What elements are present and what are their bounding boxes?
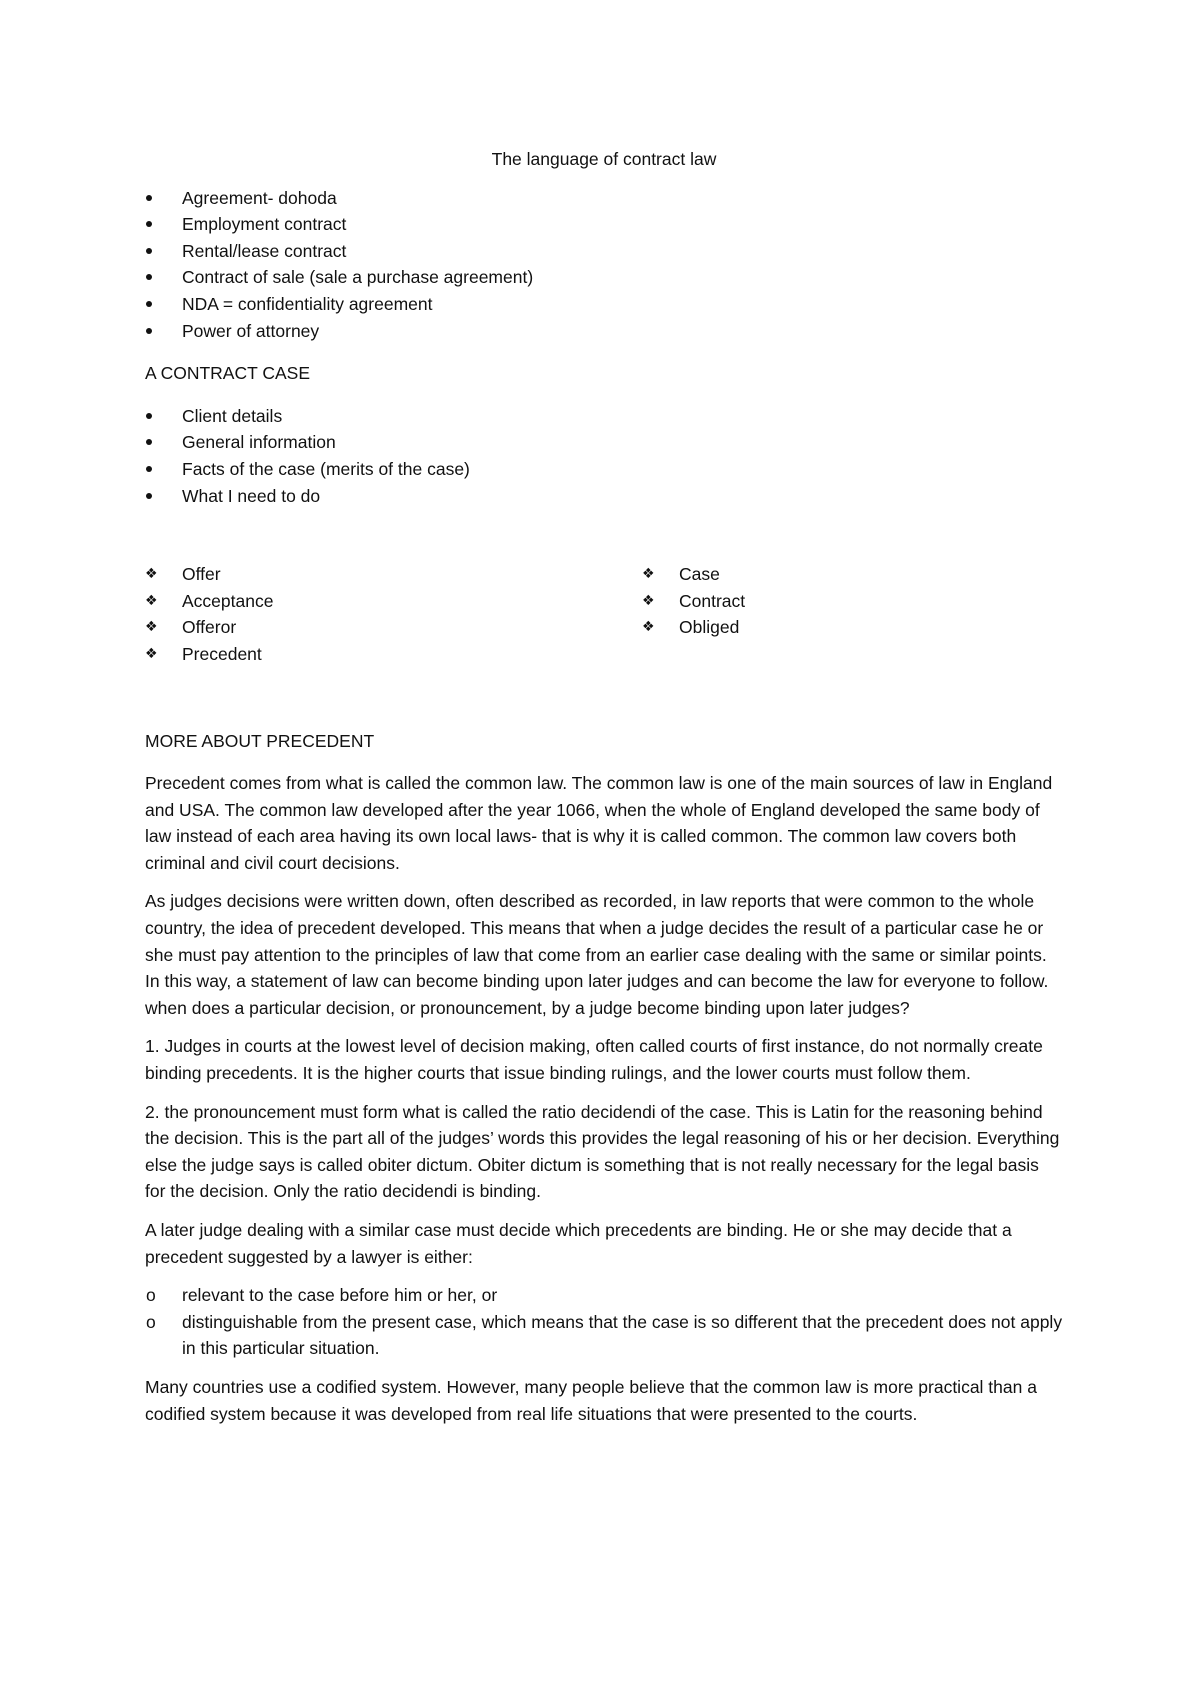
document-page <box>145 140 1063 1439</box>
paragraph: 2. the pronouncement must form what is called the ratio decidendi of the case. This is Latin for the reasoning behind the decision. This is the part all of the judges’ words this provides the legal reasoning of his or her decision. Everything else the judge says is called obiter dictum. Obiter dictum is something that is not really necessary for the legal basis for the decision. Only the ratio decidendi is binding. <box>145 1101 1060 1202</box>
section-heading-precedent: MORE ABOUT PRECEDENT <box>145 730 375 751</box>
list-item: ❖ Acceptance <box>145 588 642 615</box>
list-item: Contract of sale (sale a purchase agreement) <box>145 264 1063 291</box>
list-item: o relevant to the case before him or her, or <box>145 1282 1063 1309</box>
paragraph: Precedent comes from what is called the common law. The common law is one of the main sources of law in England and USA. The common law developed after the year 1066, when the whole of England developed the same body of law instead of each area having its own local laws- that is why it is called common. The common law covers both criminal and civil court decisions. <box>145 773 1053 873</box>
paragraph-final: Many countries use a codified system. However, many people believe that the common law is more practical than a codified system because it was developed from real life situations that were presented to the courts. <box>145 1376 1037 1424</box>
list-item: General information <box>145 429 1063 456</box>
list-item: Agreement- dohoda <box>145 185 1063 212</box>
list-item: ❖ Case <box>642 561 1063 588</box>
list-item: Facts of the case (merits of the case) <box>145 456 1063 483</box>
list-item: NDA = confidentiality agreement <box>145 291 1063 318</box>
list-item: ❖ Offeror <box>145 614 642 641</box>
paragraph: A later judge dealing with a similar case must decide which precedents are binding. He or she may decide that a precedent suggested by a lawyer is either: <box>145 1220 1012 1267</box>
contract-case-list <box>145 403 1063 509</box>
document-title: The language of contract law <box>491 149 717 169</box>
list-item: ❖ Precedent <box>145 641 642 668</box>
paragraph: 1. Judges in courts at the lowest level of decision making, often called courts of first instance, do not normally create binding precedents. It is the higher courts that issue binding rulings, and the lower courts must follow them. <box>145 1036 1043 1084</box>
contract-types-list <box>145 185 1063 345</box>
precedent-options-list <box>145 1282 1063 1362</box>
section-heading-contract-case: A CONTRACT CASE <box>145 363 310 384</box>
list-item: Power of attorney <box>145 318 1063 345</box>
list-item: Employment contract <box>145 211 1063 238</box>
list-item: o distinguishable from the present case, which means that the case is so different that the precedent does not apply in this particular situation. <box>145 1309 1063 1362</box>
terms-list-right <box>642 561 1063 667</box>
list-item: Client details <box>145 403 1063 430</box>
list-item: ❖ Contract <box>642 588 1063 615</box>
list-item: ❖ Obliged <box>642 614 1063 641</box>
list-item: ❖ Offer <box>145 561 642 588</box>
list-item: Rental/lease contract <box>145 238 1063 265</box>
terms-list-left <box>145 561 642 667</box>
terms-columns <box>145 561 1063 667</box>
list-item: What I need to do <box>145 483 1063 510</box>
paragraph: As judges decisions were written down, often described as recorded, in law reports that were common to the whole country, the idea of precedent developed. This means that when a judge decides the result of a particular case he or she must pay attention to the principles of law that come from an earlier case dealing with the same or similar points. In this way, a statement of law can become binding upon later judges and can become the law for everyone to follow. when does a particular decision, or pronouncement, by a judge become binding upon later judges? <box>145 891 1049 1018</box>
